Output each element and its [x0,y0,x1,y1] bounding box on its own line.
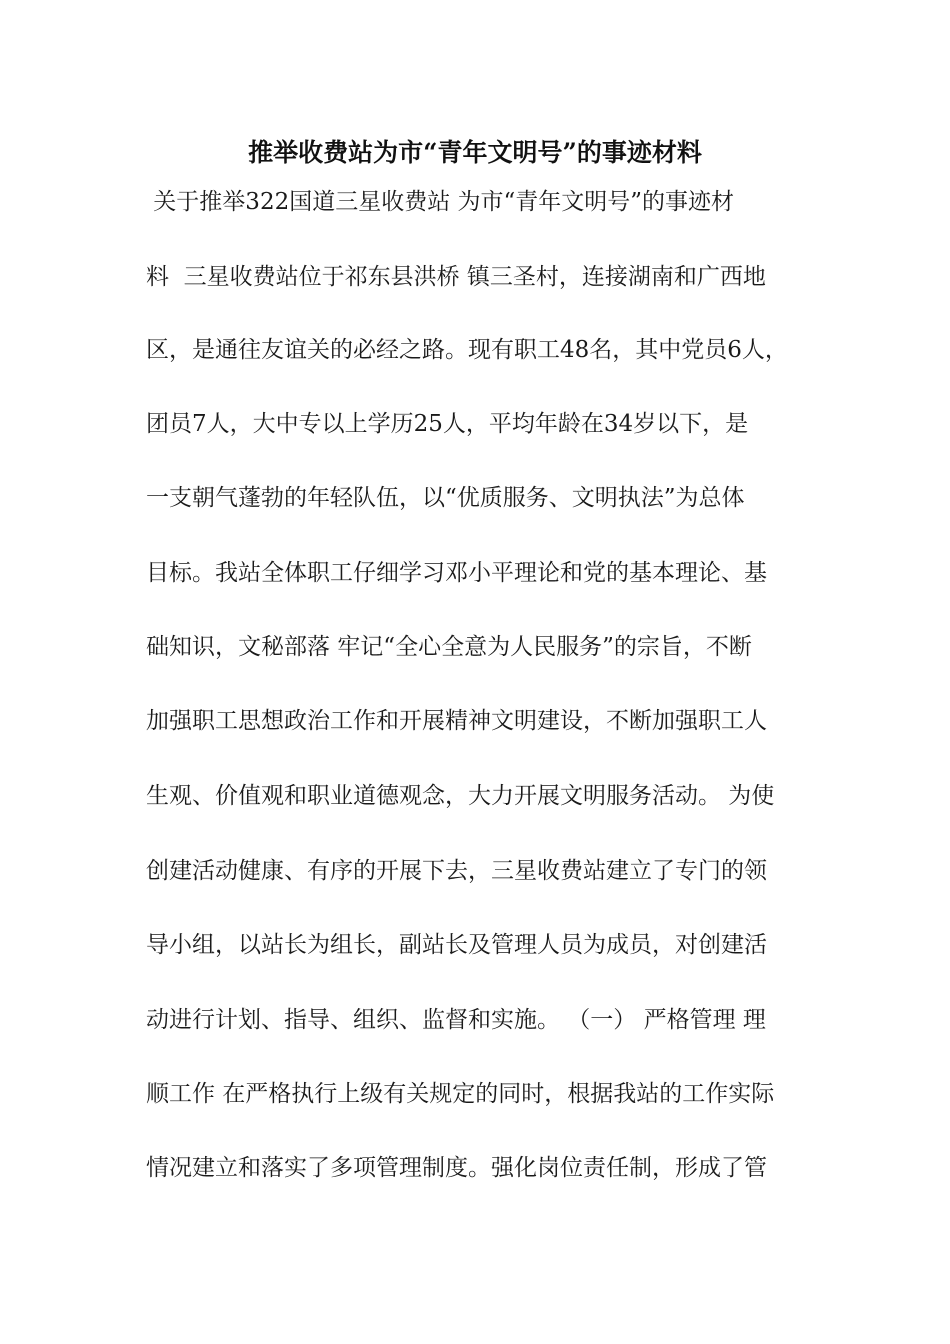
text-line-14: 情况建立和落实了多项管理制度。强化岗位责任制，形成了管 [146,1155,767,1181]
text-line-4: 团员7人，大中专以上学历25人，平均年龄在34岁以下，是 [146,411,749,437]
text-line-12: 动进行计划、指导、组织、监督和实施。 （一） 严格管理 理 [146,1007,766,1033]
text-line-2: 料 三星收费站位于祁东县洪桥 镇三圣村，连接湖南和广西地 [146,264,766,290]
document-title: 推举收费站为市“青年文明号”的事迹材料 [248,138,702,167]
text-line-10: 创建活动健康、有序的开展下去，三星收费站建立了专门的领 [146,858,767,884]
text-line-7: 础知识，文秘部落 牢记“全心全意为人民服务”的宗旨，不断 [146,634,752,660]
text-line-5: 一支朝气蓬勃的年轻队伍，以“优质服务、文明执法”为总体 [146,485,745,511]
text-line-3: 区，是通往友谊关的必经之路。现有职工48名，其中党员6人， [146,337,788,363]
text-line-9: 生观、价值观和职业道德观念，大力开展文明服务活动。 为使 [146,783,775,809]
text-line-11: 导小组，以站长为组长，副站长及管理人员为成员，对创建活 [146,932,767,958]
text-line-13: 顺工作 在严格执行上级有关规定的同时，根据我站的工作实际 [146,1081,775,1107]
text-line-6: 目标。我站全体职工仔细学习邓小平理论和党的基本理论、基 [146,560,767,586]
text-line-8: 加强职工思想政治工作和开展精神文明建设，不断加强职工人 [146,708,767,734]
text-line-1: 关于推举322国道三星收费站 为市“青年文明号”的事迹材 [146,189,735,215]
